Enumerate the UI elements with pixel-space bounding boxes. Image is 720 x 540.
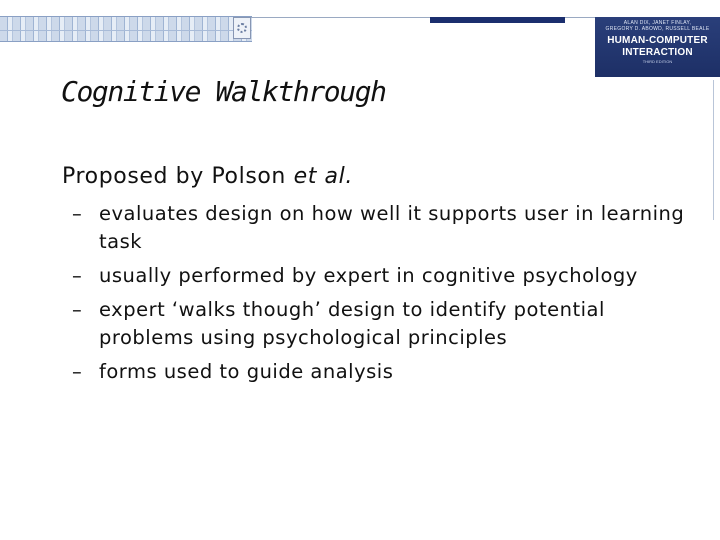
bullet-dash: – — [72, 298, 83, 321]
bullet-dash: – — [72, 264, 83, 287]
intro-line — [62, 160, 353, 194]
header-accent-bar — [430, 17, 565, 23]
bullet-text: expert ‘walks though’ design to identify potential problems using psychological principles — [99, 298, 605, 349]
bullet-dash: – — [72, 360, 83, 383]
list-item — [72, 358, 692, 386]
bullet-list — [72, 200, 692, 392]
header-ornament — [233, 17, 251, 39]
book-edition: THIRD EDITION — [642, 59, 673, 64]
bullet-dash: – — [72, 202, 83, 225]
gear-icon — [237, 23, 247, 33]
book-authors-line-1: ALAN DIX, JANET FINLAY, — [623, 20, 692, 26]
book-cover — [595, 17, 720, 77]
header-right-rule — [655, 76, 720, 85]
right-margin-line — [713, 80, 714, 220]
header-pattern-divider — [0, 30, 252, 31]
list-item — [72, 200, 692, 256]
header-pattern-strip — [0, 16, 252, 42]
list-item — [72, 296, 692, 352]
intro-emphasis: et al. — [293, 164, 353, 189]
intro-text: Proposed by Polson — [62, 164, 294, 189]
slide-title: Cognitive Walkthrough — [61, 75, 386, 108]
bullet-text: evaluates design on how well it supports user in learning task — [99, 202, 685, 253]
book-title-line-1: HUMAN-COMPUTER — [607, 35, 708, 46]
book-title-line-2: INTERACTION — [622, 47, 693, 58]
bullet-text: usually performed by expert in cognitive psychology — [99, 264, 638, 287]
bullet-text: forms used to guide analysis — [99, 360, 394, 383]
book-authors-line-2: GREGORY D. ABOWD, RUSSELL BEALE — [605, 26, 710, 32]
list-item — [72, 262, 692, 290]
